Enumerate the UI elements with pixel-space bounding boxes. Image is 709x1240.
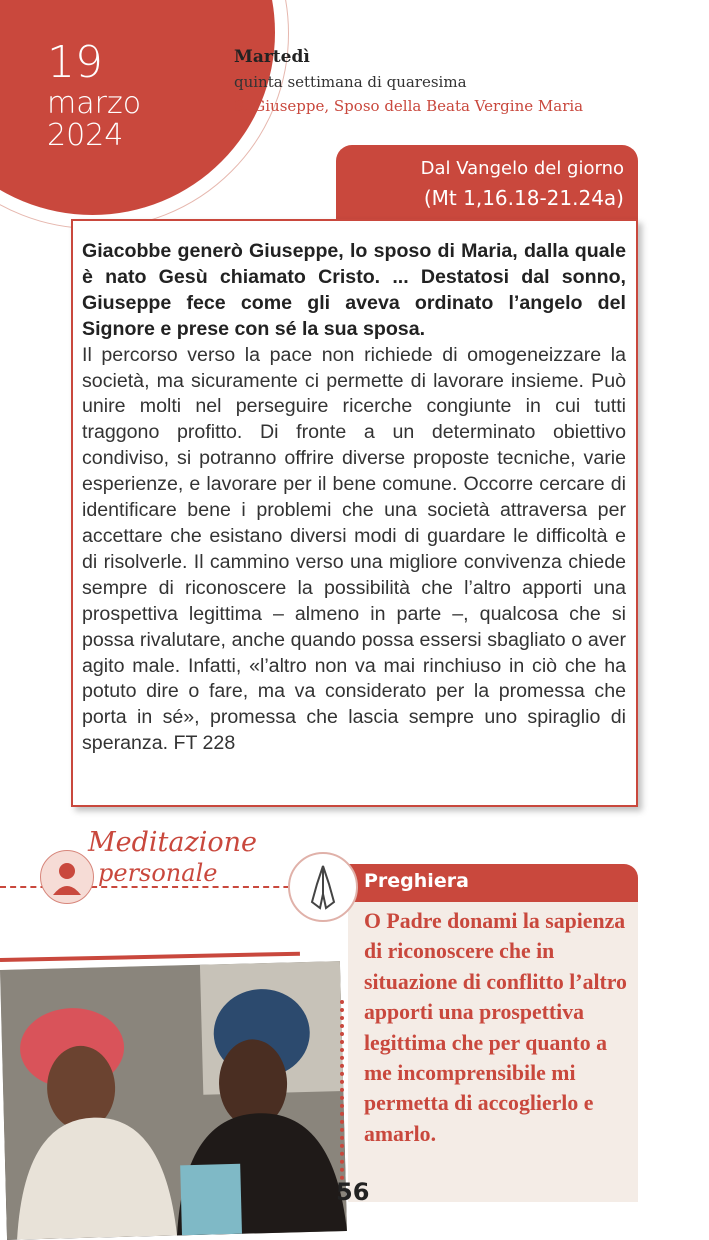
- photo-two-women: [0, 961, 347, 1240]
- saint-of-day: S. Giuseppe, Sposo della Beata Vergine Maria: [234, 97, 584, 115]
- gospel-text: Giacobbe generò Giuseppe, lo sposo di Maria, dalla quale è nato Gesù chiamato Cristo. ... Destatosi dal sonno, Giuseppe fece come gli aveva ordinato l’angelo del Signore e prese con sé la sua sposa.: [82, 240, 626, 340]
- reading-box: [71, 219, 638, 807]
- person-icon: [40, 850, 94, 904]
- meditation-line1: Meditazione: [88, 827, 257, 858]
- meditation-line2: personale: [98, 859, 218, 887]
- liturgical-week: quinta settimana di quaresima: [234, 73, 467, 91]
- gospel-title: Dal Vangelo del giorno: [420, 158, 624, 179]
- date-block: [47, 38, 141, 152]
- photo-top-rule: [0, 952, 300, 962]
- date-day: 19: [47, 37, 103, 88]
- weekday: Martedì: [234, 47, 310, 67]
- prayer-text: O Padre donami la sapienza di riconoscere che in situazione di conflitto l’altro apporti una prospettiva legittima che per quanto a me incomprensibile mi permetta di accoglierlo e amarlo.: [364, 909, 627, 1146]
- gospel-tab: [336, 145, 638, 220]
- gospel-reference: (Mt 1,16.18-21.24a): [423, 186, 624, 210]
- prayer-title: Preghiera: [364, 870, 469, 892]
- prayer-header: [348, 864, 638, 902]
- dotted-divider: [340, 1000, 344, 1180]
- date-year: 2024: [47, 118, 124, 153]
- praying-hands-icon: [288, 852, 358, 922]
- date-month: marzo: [47, 86, 142, 121]
- comment-text: Il percorso verso la pace non richiede di omogeneizzare la società, ma sicuramente ci permette di lavorare insieme. Può unire molti nel perseguire ricerche congiunte in cui tutti traggono profitto. Di fronte a un determinato obiettivo condiviso, si potranno offrire diverse proposte tecniche, varie esperienze, e lavorare per il bene comune. Occorre cercare di identificare bene i problemi che una società attraversa per accettare che esistano diversi modi di guardare le difficoltà e di risolverle. Il cammino verso una migliore convivenza chiede sempre di riconoscere la possibilità che l’altro apporti una prospettiva legittima – almeno in parte –, qualcosa che si possa rivalutare, anche quando possa essersi sbagliato o aver agito male. Infatti, «l’altro non va mai rinchiuso in ciò che ha potuto dire o fare, ma va considerato per la promessa che porta in sé», promessa che lascia sempre uno spiraglio di speranza. FT 228: [82, 343, 626, 755]
- page-number: 56: [336, 1178, 370, 1206]
- meditation-label: [88, 828, 257, 888]
- day-header: [234, 44, 583, 118]
